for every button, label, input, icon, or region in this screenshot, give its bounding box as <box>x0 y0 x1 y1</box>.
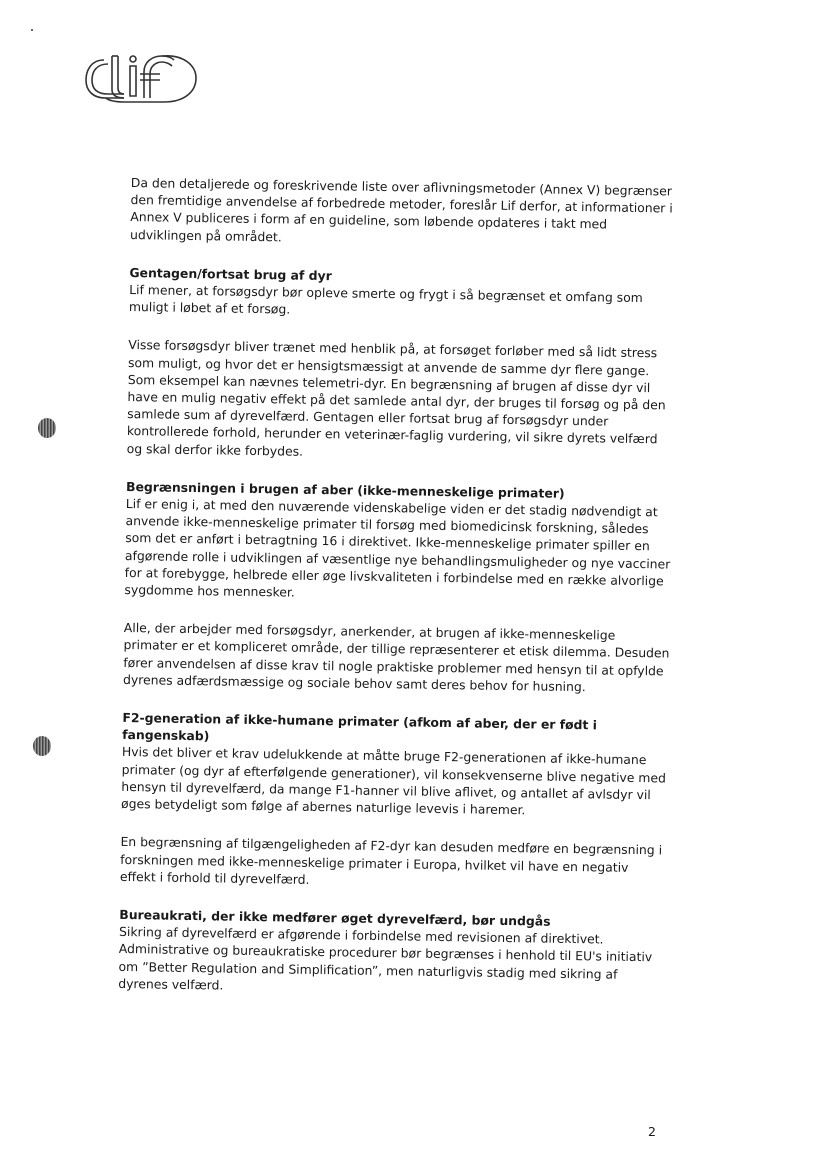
punch-hole-icon <box>38 418 56 438</box>
section-paragraph: Sikring af dyrevelfærd er afgørende i forbindelse med revisionen af direktivet. Administrative og bureaukratiske procedurer bør begrænses i henhold til EU's initiativ om ”Better Regulation and Simplification”, men naturligvis stadig med sikring af dyrenes velfærd. <box>118 924 653 993</box>
section-heading: Bureaukrati, der ikke medfører øget dyrevelfærd, bør undgås <box>119 906 551 929</box>
section-paragraph: Lif er enig i, at med den nuværende videnskabelige viden er det stadig nødvendigt at anvende ikke-menneskelige primater til forsøg med biomedicinsk forskning, således som det er anført i betragtning 16 i direktivet. Ikke-menneskelige primater spiller en afgørende rolle i udviklingen af væsentlige nye behandlingsmuligheder og nye vacciner for at forebygge, helbrede eller øge livskvaliteten i forbindelse med en række alvorlige sygdomme hos mennesker. <box>124 496 671 600</box>
section-paragraph: Hvis det bliver et krav udelukkende at måtte bruge F2-generationen af ikke-humane primater (og dyr af efterfølgende generationer), vil konsekvenserne blive negative med hensyn til dyrevelfærd, da mange F1-hanner vil blive aflivet, og antallet af avlsdyr vil øges betydeligt som følge af abernes naturlige levevis i haremer. <box>120 744 667 818</box>
section-heading: Begrænsningen i brugen af aber (ikke-menneskelige primater) <box>125 478 565 501</box>
section-heading: Gentagen/fortsat brug af dyr <box>129 264 332 283</box>
punch-hole-icon <box>33 736 51 756</box>
lif-logo-icon <box>84 50 200 108</box>
section-paragraph: En begrænsning af tilgængeligheden af F2-dyr kan desuden medføre en begrænsning i forskningen med ikke-menneskelige primater i Europa, hvilket vil have en negativ effekt i forhold til dyrevelfærd. <box>119 834 663 887</box>
page-number: 2 <box>648 1124 656 1139</box>
section-paragraph: Lif mener, at forsøgsdyr bør opleve smerte og frygt i så begrænset et omfang som muligt i løbet af et forsøg. <box>128 282 643 317</box>
section-paragraph: Visse forsøgsdyr bliver trænet med henblik på, at forsøget forløber med så lidt stress som muligt, og hvor det er hensigtsmæssigt at anvende de samme dyr flere gange. Som eksempel kan nævnes telemetri-dyr. En begrænsning af brugen af disse dyr vil have en mulig negativ effekt på det samlede antal dyr, der bruges til forsøg og på den samlede sum af dyrevelfærd. Gentagen eller fortsat brug af forsøgsdyr under kontrollerede forhold, herunder en veterinær-faglig vurdering, vil sikre dyrets velfærd og skal derfor ikke forbydes. <box>126 337 666 459</box>
section-repeated-use <box>127 264 678 466</box>
scan-speck <box>31 29 33 31</box>
section-primates-limitation <box>123 478 674 697</box>
intro-paragraph: Da den detaljerede og foreskrivende liste over aflivningsmetoder (Annex V) begrænser den fremtidige anvendelse af forbedrede metoder, foreslår Lif derfor, at informationer i Annex V publiceres i form af en guideline, som løbende opdateres i takt med udviklingen på området. <box>129 174 673 244</box>
section-f2-generation <box>120 709 671 893</box>
section-paragraph: Alle, der arbejder med forsøgsdyr, anerkender, at brugen af ikke-menneskelige primater er et kompliceret område, der tillige repræsenterer et etisk dilemma. Desuden fører anvendelsen af disse krav til nogle praktiske problemer med hensyn til at opfylde dyrenes adfærdsmæssige og sociale behov samt deres behov for husning. <box>122 620 670 695</box>
section-heading: F2-generation af ikke-humane primater (afkom af aber, der er født i fangenskab) <box>122 710 598 744</box>
section-bureaucracy <box>118 906 667 1001</box>
letter-body <box>118 174 679 1021</box>
